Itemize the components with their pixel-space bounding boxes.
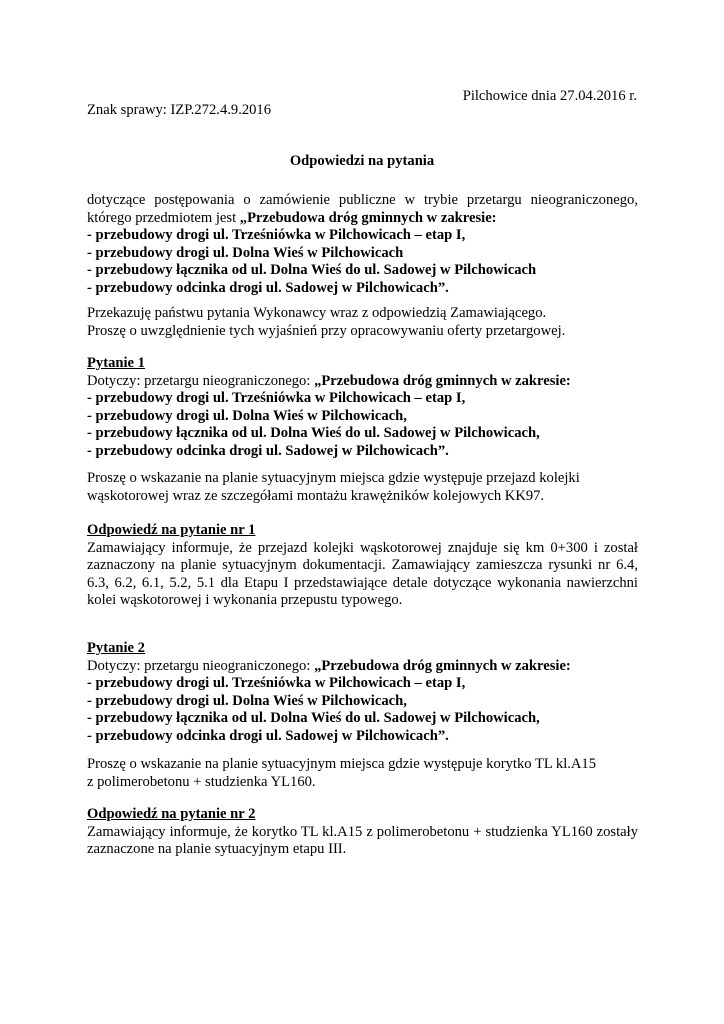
answer-1-heading: Odpowiedź na pytanie nr 1 [87,522,256,538]
answer-1-line-3: 6.3, 6.2, 6.1, 5.2, 5.1 dla Etapu I przedstawiające detale dotyczące wykonania nawierzchni [87,574,638,591]
intro-subject-title: „Przebudowa dróg gminnych w zakresie: [239,209,497,226]
question-2-section [87,640,638,745]
answer-1-section [87,522,638,610]
intro-item: - przebudowy drogi ul. Dolna Wieś w Pilchowicach [87,244,404,261]
question-2-item: - przebudowy drogi ul. Dolna Wieś w Pilchowicach, [87,692,407,709]
intro-item: - przebudowy drogi ul. Trześniówka w Pilchowicach – etap I, [87,227,466,243]
case-reference: Znak sprawy: IZP.272.4.9.2016 [87,102,272,118]
intro-line-2 [87,210,638,228]
transfer-note [87,305,638,340]
intro-subject-prefix: którego przedmiotem jest [87,209,240,226]
question-2-heading: Pytanie 2 [87,640,145,656]
answer-2-section [87,806,638,859]
question-1-concerns [87,373,638,391]
answer-1-line-2: zaznaczony na planie sytuacyjnym dokumentacji. Zamawiający zamieszcza rysunki nr 6.4, [87,557,638,573]
intro-line-1: dotyczące postępowania o zamówienie publiczne w trybie przetargu nieograniczonego, [87,192,638,208]
answer-2-heading: Odpowiedź na pytanie nr 2 [87,806,256,822]
question-1-text [87,470,638,505]
transfer-line-2: Proszę o uwzględnienie tych wyjaśnień przy opracowywaniu oferty przetargowej. [87,322,566,339]
question-1-item: - przebudowy drogi ul. Trześniówka w Pilchowicach – etap I, [87,390,466,406]
concerns-prefix: Dotyczy: przetargu nieograniczonego: [87,657,315,674]
place-date: Pilchowice dnia 27.04.2016 r. [462,88,637,104]
question-1-heading: Pytanie 1 [87,355,145,371]
answer-1-line-4: kolei wąskotorowej i wykonania przepustu typowego. [87,592,403,608]
answer-2-line-1: Zamawiający informuje, że korytko TL kl.A15 z polimerobetonu + studzienka YL160 zostały [87,823,638,840]
question-1-section [87,355,638,460]
concerns-title: „Przebudowa dróg gminnych w zakresie: [314,657,571,674]
concerns-title: „Przebudowa dróg gminnych w zakresie: [314,372,571,389]
intro-item: - przebudowy łącznika od ul. Dolna Wieś do ul. Sadowej w Pilchowicach [87,262,537,278]
question-2-line-1: Proszę o wskazanie na planie sytuacyjnym miejsca gdzie występuje korytko TL kl.A15 [87,756,597,772]
question-1-item: - przebudowy łącznika od ul. Dolna Wieś do ul. Sadowej w Pilchowicach, [87,425,540,441]
transfer-line-1: Przekazuję państwu pytania Wykonawcy wraz z odpowiedzią Zamawiającego. [87,305,547,321]
question-1-line-2: wąskotorowej wraz ze szczegółami montażu krawężników kolejowych KK97. [87,487,545,504]
intro-item: - przebudowy odcinka drogi ul. Sadowej w Pilchowicach”. [87,279,449,296]
question-2-item: - przebudowy drogi ul. Trześniówka w Pilchowicach – etap I, [87,675,466,691]
question-2-concerns [87,658,638,676]
question-1-line-1: Proszę o wskazanie na planie sytuacyjnym miejsca gdzie występuje przejazd kolejki [87,470,580,486]
question-2-item: - przebudowy odcinka drogi ul. Sadowej w Pilchowicach”. [87,727,449,744]
question-1-item: - przebudowy drogi ul. Dolna Wieś w Pilchowicach, [87,407,407,424]
page-title: Odpowiedzi na pytania [289,153,435,169]
question-1-item: - przebudowy odcinka drogi ul. Sadowej w Pilchowicach”. [87,442,449,459]
answer-2-line-2: zaznaczone na planie sytuacyjnym etapu III. [87,841,347,857]
question-2-line-2: z polimerobetonu + studzienka YL160. [87,773,316,790]
answer-1-line-1: Zamawiający informuje, że przejazd kolejki wąskotorowej znajduje się km 0+300 i został [87,539,638,556]
question-2-text [87,756,638,791]
question-2-item: - przebudowy łącznika od ul. Dolna Wieś do ul. Sadowej w Pilchowicach, [87,710,540,726]
concerns-prefix: Dotyczy: przetargu nieograniczonego: [87,372,315,389]
intro-section [87,192,638,297]
